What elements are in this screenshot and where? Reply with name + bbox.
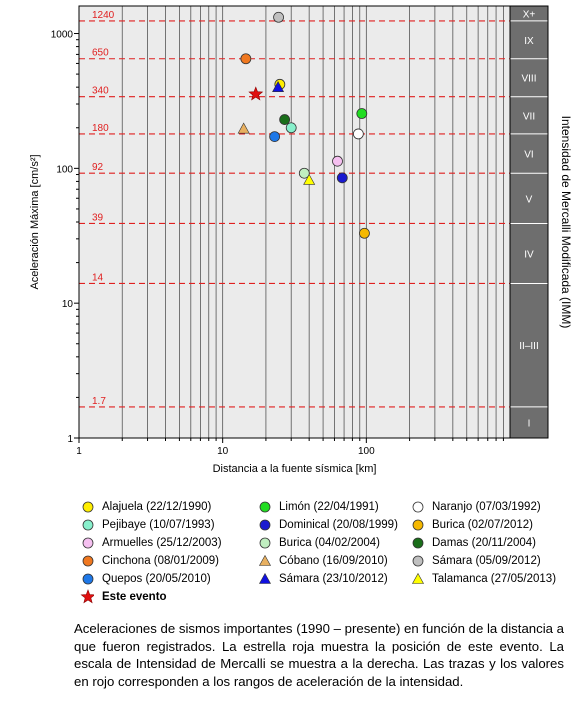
x-tick-label: 1 <box>76 446 82 457</box>
intensity-label: II–III <box>519 341 539 353</box>
legend-label: Burica (04/02/2004) <box>279 537 381 549</box>
legend-item <box>410 498 541 516</box>
point-samara-05-09-2012 <box>274 12 284 22</box>
y-tick-label: 100 <box>56 164 73 176</box>
legend-marker <box>83 574 93 584</box>
intensity-label: VII <box>522 111 536 123</box>
threshold-label: 1240 <box>92 9 115 21</box>
intensity-label: V <box>525 194 533 206</box>
legend-item <box>257 552 388 570</box>
x-axis-label: Distancia a la fuente sísmica [km] <box>212 463 377 475</box>
point-limon-22-04-1991 <box>357 109 367 119</box>
circle-marker-icon <box>80 536 94 550</box>
legend-marker <box>83 520 93 530</box>
legend-item <box>257 534 380 552</box>
point-naranjo-07-03-1992 <box>353 129 363 139</box>
legend-marker <box>413 502 423 512</box>
legend-item <box>257 498 379 516</box>
legend-marker <box>413 538 423 548</box>
threshold-label: 92 <box>92 162 104 174</box>
intensity-label: I <box>527 418 531 430</box>
circle-marker-icon <box>257 536 271 550</box>
legend-label: Quepos (20/05/2010) <box>102 573 211 585</box>
circle-marker-icon <box>410 554 424 568</box>
circle-marker-icon <box>80 500 94 514</box>
legend-item <box>410 552 541 570</box>
threshold-label: 1.7 <box>92 395 106 407</box>
legend-item <box>80 516 215 534</box>
intensity-label: IX <box>524 35 534 47</box>
plot-area <box>79 6 510 438</box>
intensity-column <box>510 6 548 438</box>
legend-item <box>257 570 388 588</box>
circle-marker-icon <box>410 500 424 514</box>
legend-label: Este evento <box>102 591 167 603</box>
circle-marker-icon <box>410 518 424 532</box>
legend-label: Damas (20/11/2004) <box>432 537 536 549</box>
point-pejibaye-10-07-1993 <box>286 123 296 133</box>
legend-marker <box>260 538 270 548</box>
legend-marker <box>413 556 423 566</box>
star-icon <box>80 590 94 604</box>
legend-item <box>257 516 398 534</box>
legend-label: Sámara (23/10/2012) <box>279 573 388 585</box>
circle-marker-icon <box>257 518 271 532</box>
legend-marker <box>83 538 93 548</box>
circle-marker-icon <box>410 536 424 550</box>
legend-marker <box>81 590 94 603</box>
legend-label: Limón (22/04/1991) <box>279 501 379 513</box>
y-tick-label: 10 <box>61 299 73 311</box>
threshold-label: 340 <box>92 85 109 97</box>
legend-marker <box>83 502 93 512</box>
triangle-marker-icon <box>410 572 424 586</box>
legend-item <box>80 588 167 606</box>
legend-item <box>80 498 211 516</box>
legend-marker <box>83 556 93 566</box>
legend-label: Cinchona (08/01/2009) <box>102 555 219 567</box>
x-tick-label: 100 <box>357 446 375 457</box>
legend-label: Armuelles (25/12/2003) <box>102 537 222 549</box>
figure-caption: Aceleraciones de sismos importantes (1990 – presente) en función de la distancia a que fueron registrados. La estrella roja muestra la posición de este evento. La escala de Intensidad de Mercalli se muestra a la derecha. Las trazas y los valores en rojo corresponden a los rangos de aceleración de la intensidad. <box>74 621 564 689</box>
triangle-marker-icon <box>257 554 271 568</box>
point-burica-02-07-2012 <box>359 228 369 238</box>
legend-item <box>80 552 219 570</box>
y-tick-label: 1 <box>67 434 73 445</box>
legend-label: Burica (02/07/2012) <box>432 519 534 531</box>
legend-marker <box>413 574 424 584</box>
point-quepos-20-05-2010 <box>270 132 280 142</box>
legend-label: Pejibaye (10/07/1993) <box>102 519 215 531</box>
circle-marker-icon <box>80 518 94 532</box>
circle-marker-icon <box>257 500 271 514</box>
legend-item <box>80 534 222 552</box>
legend-label: Sámara (05/09/2012) <box>432 555 541 567</box>
x-tick-label: 10 <box>217 446 229 457</box>
intensity-label: VI <box>524 149 534 161</box>
legend-marker <box>260 520 270 530</box>
legend-item <box>410 570 556 588</box>
point-armuelles-25-12-2003 <box>333 156 343 166</box>
legend-label: Talamanca (27/05/2013) <box>432 573 557 585</box>
legend-marker <box>260 556 271 566</box>
legend-marker <box>260 574 271 584</box>
circle-marker-icon <box>80 554 94 568</box>
legend-label: Alajuela (22/12/1990) <box>102 501 212 513</box>
y-axis-label: Aceleración Máxima [cm/s²] <box>29 154 41 290</box>
legend-item <box>80 570 211 588</box>
threshold-label: 180 <box>92 122 109 134</box>
legend-label: Dominical (20/08/1999) <box>279 519 398 531</box>
threshold-label: 650 <box>92 47 109 59</box>
legend-item <box>410 516 533 534</box>
legend-item <box>410 534 536 552</box>
intensity-label: IV <box>524 249 534 261</box>
y-tick-label: 1000 <box>50 29 73 41</box>
threshold-label: 39 <box>92 212 104 224</box>
legend-label: Naranjo (07/03/1992) <box>432 501 541 513</box>
intensity-label: X+ <box>522 9 536 21</box>
triangle-marker-icon <box>257 572 271 586</box>
point-cinchona-08-01-2009 <box>241 54 251 64</box>
threshold-label: 14 <box>92 272 104 284</box>
right-axis-label: Intensidad de Mercalli Modificada (IMM) <box>559 115 573 329</box>
legend-marker <box>260 502 270 512</box>
intensity-label: VIII <box>521 73 537 85</box>
point-dominical-20-08-1999 <box>337 173 347 183</box>
point-damas-20-11-2004 <box>280 115 290 125</box>
legend-label: Cóbano (16/09/2010) <box>279 555 388 567</box>
circle-marker-icon <box>80 572 94 586</box>
legend-marker <box>413 520 423 530</box>
